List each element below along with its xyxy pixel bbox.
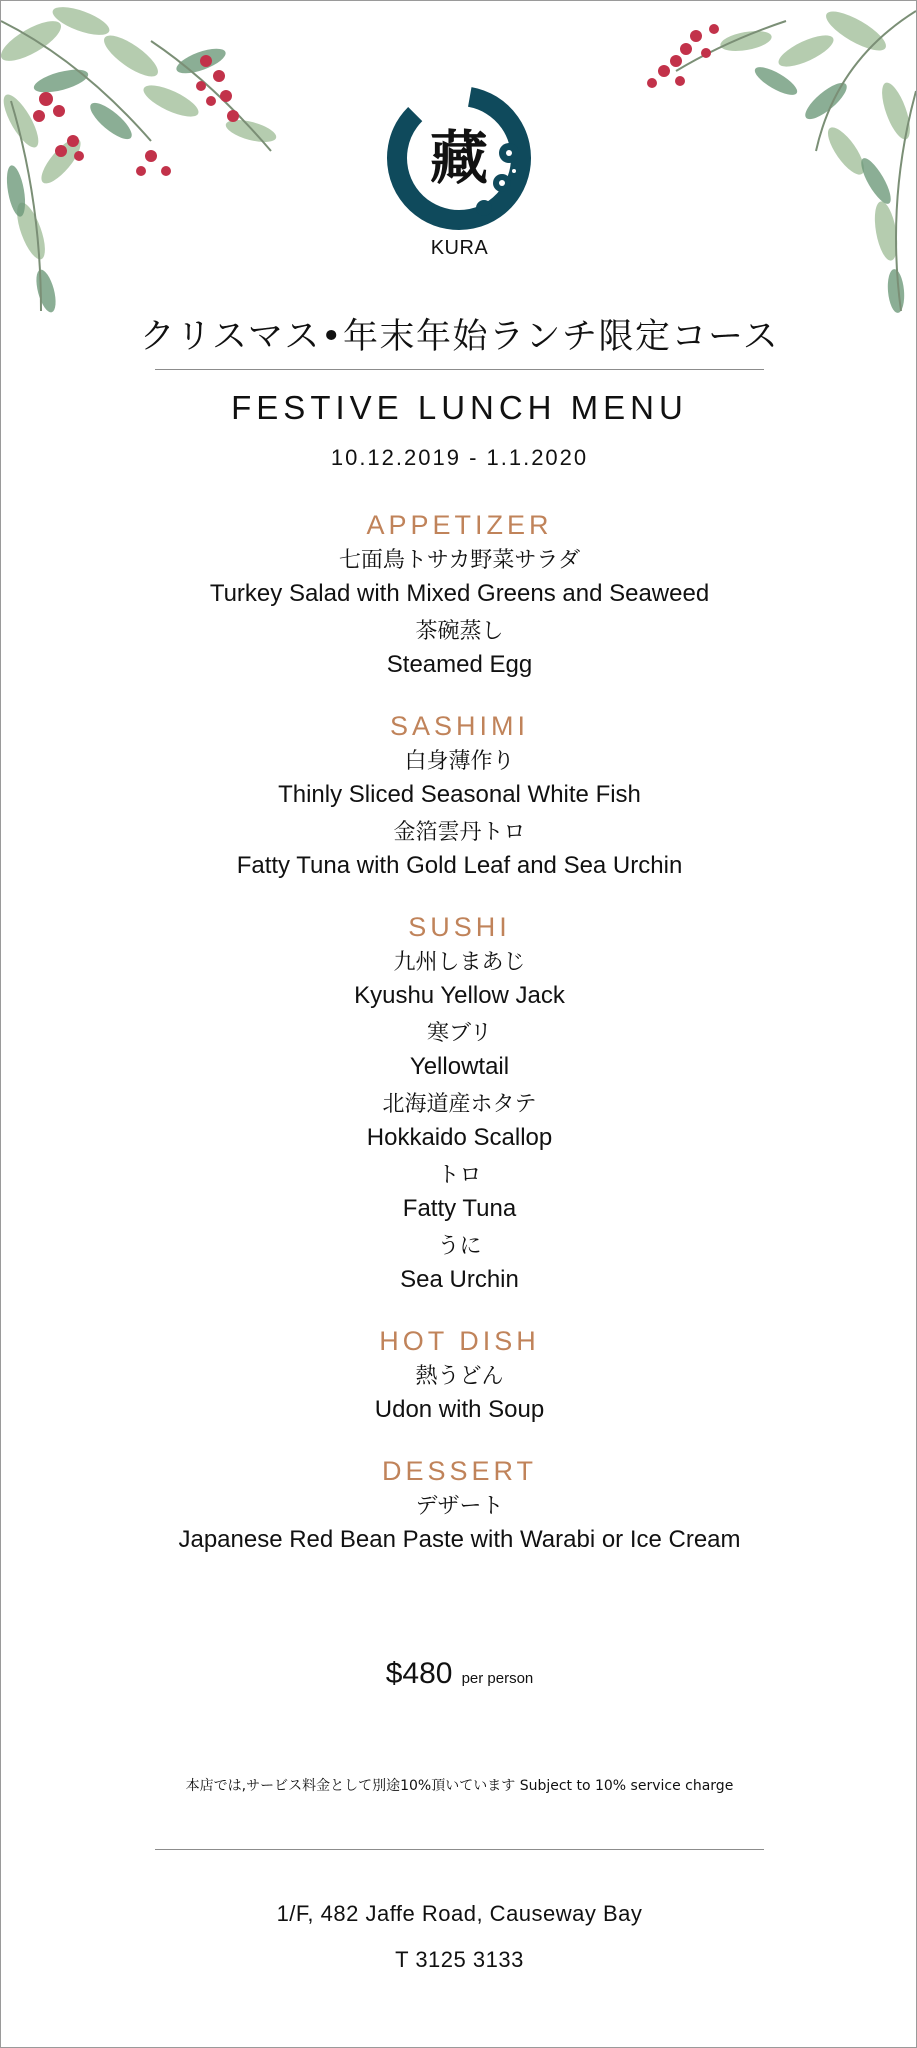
menu-item-japanese-name: 九州しまあじ	[393, 950, 526, 975]
menu-item	[1, 1159, 917, 1225]
menu-item	[1, 745, 917, 811]
brand-name: KURA	[430, 237, 489, 259]
menu-item-english-name: Steamed Egg	[386, 651, 533, 678]
divider-bottom	[155, 1849, 764, 1850]
menu-item	[1, 544, 917, 610]
price-unit: per person	[461, 1670, 534, 1687]
menu-sections	[1, 508, 917, 1584]
divider-top	[155, 369, 764, 370]
menu-item-english-name: Fatty Tuna with Gold Leaf and Sea Urchin	[236, 852, 683, 879]
menu-item	[1, 1490, 917, 1556]
menu-item-english-name: Thinly Sliced Seasonal White Fish	[278, 781, 641, 808]
menu-item-english-name: Turkey Salad with Mixed Greens and Seaweed	[209, 580, 710, 607]
english-title: FESTIVE LUNCH MENU	[231, 389, 688, 426]
menu-item-english-name: Yellowtail	[409, 1053, 510, 1080]
menu-section	[1, 709, 917, 882]
menu-item-japanese-name: 茶碗蒸し	[415, 619, 504, 644]
logo-glyph: 藏	[429, 124, 489, 192]
menu-item	[1, 615, 917, 681]
kura-logo	[384, 83, 534, 233]
menu-item-english-name: Sea Urchin	[400, 1266, 519, 1293]
section-heading: SUSHI	[408, 912, 511, 942]
menu-section	[1, 910, 917, 1296]
restaurant-phone: T 3125 3133	[395, 1947, 524, 1972]
menu-item-english-name: Kyushu Yellow Jack	[354, 982, 565, 1009]
restaurant-address: 1/F, 482 Jaffe Road, Causeway Bay	[276, 1901, 643, 1926]
menu-item-english-name: Udon with Soup	[374, 1396, 545, 1423]
menu-item	[1, 816, 917, 882]
menu-dates: 10.12.2019 - 1.1.2020	[330, 445, 589, 470]
section-heading: HOT DISH	[379, 1326, 540, 1356]
menu-item-japanese-name: 七面鳥トサカ野菜サラダ	[338, 548, 581, 573]
menu-item	[1, 1360, 917, 1426]
menu-item-japanese-name: デザート	[415, 1494, 504, 1519]
menu-item-english-name: Hokkaido Scallop	[366, 1124, 553, 1151]
menu-section	[1, 1454, 917, 1556]
menu-item-japanese-name: 金箔雲丹トロ	[393, 820, 526, 845]
menu-item	[1, 1230, 917, 1296]
holly-foliage-left-illustration	[1, 1, 301, 331]
menu-item	[1, 1088, 917, 1154]
menu-item-japanese-name: うに	[437, 1234, 482, 1259]
section-heading: DESSERT	[381, 1456, 538, 1486]
section-heading: SASHIMI	[389, 711, 530, 741]
price-amount: $480	[385, 1657, 453, 1690]
menu-section	[1, 1324, 917, 1426]
menu-item-english-name: Fatty Tuna	[402, 1195, 517, 1222]
menu-item-japanese-name: 北海道産ホタテ	[382, 1092, 537, 1117]
menu-item	[1, 946, 917, 1012]
menu-section	[1, 508, 917, 681]
menu-item-japanese-name: 白身薄作り	[404, 749, 515, 774]
menu-item-japanese-name: 熱うどん	[415, 1364, 504, 1389]
price-row	[1, 1657, 917, 1691]
menu-item	[1, 1017, 917, 1083]
service-charge-note: 本店では,サービス料金として別途10%頂いています Subject to 10% service charge	[185, 1778, 734, 1794]
menu-item-japanese-name: トロ	[437, 1163, 482, 1188]
section-heading: APPETIZER	[366, 510, 553, 540]
holly-foliage-right-illustration	[616, 1, 916, 331]
japanese-title: クリスマス•年末年始ランチ限定コース	[139, 317, 780, 357]
menu-item-japanese-name: 寒ブリ	[426, 1021, 493, 1046]
menu-item-english-name: Japanese Red Bean Paste with Warabi or Ice Cream	[178, 1526, 741, 1553]
